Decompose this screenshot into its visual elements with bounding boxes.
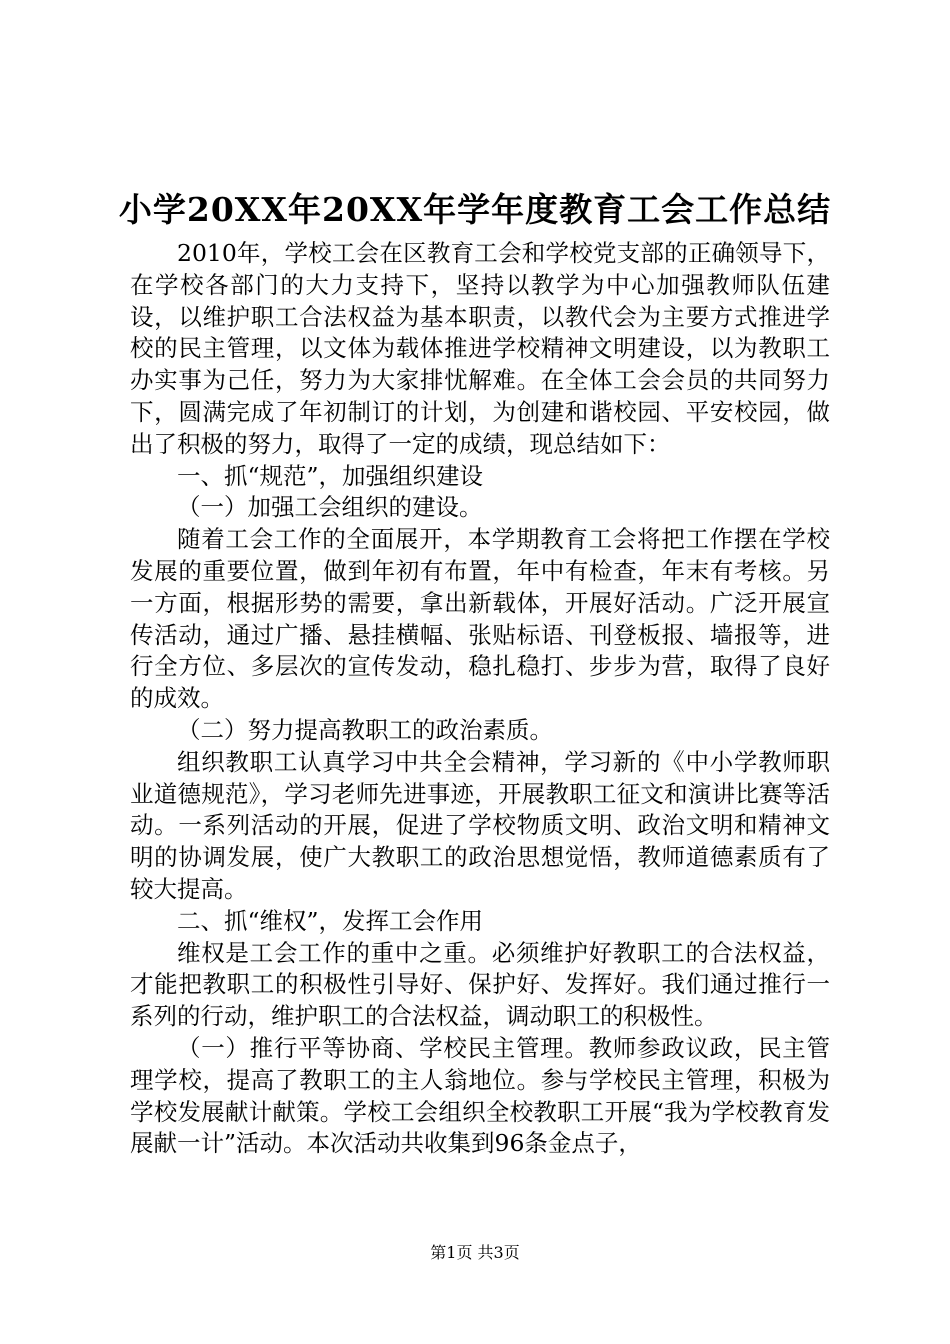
document-title: 小学20XX年20XX年学年度教育工会工作总结 bbox=[118, 190, 832, 229]
paragraph-intro: 2010年，学校工会在区教育工会和学校党支部的正确领导下，在学校各部门的大力支持下，坚持以教学为中心加强教师队伍建设，以维护职工合法权益为基本职责，以教代会为主要方式推进学校的民主管理，以文体为载体推进学校精神文明建设，以为教职工办实事为己任，努力为大家排忧解难。在全体工会会员的共同努力下，圆满完成了年初制订的计划，为创建和谐校园、平安校园，做出了积极的努力，取得了一定的成绩，现总结如下： bbox=[130, 239, 830, 458]
paragraph-1-2: 组织教职工认真学习中共全会精神，学习新的《中小学教师职业道德规范》，学习老师先进事迹，开展教职工征文和演讲比赛等活动。一系列活动的开展，促进了学校物质文明、政治文明和精神文明的协调发展，使广大教职工的政治思想觉悟，教师道德素质有了较大提高。 bbox=[130, 747, 830, 903]
paragraph-1-1: 随着工会工作的全面展开，本学期教育工会将把工作摆在学校发展的重要位置，做到年初有布置，年中有检查，年末有考核。另一方面，根据形势的需要，拿出新载体，开展好活动。广泛开展宣传活动，通过广播、悬挂横幅、张贴标语、刊登板报、墙报等，进行全方位、多层次的宣传发动，稳扎稳打、步步为营，取得了良好的成效。 bbox=[130, 525, 830, 713]
page-number-footer: 第1页 共3页 bbox=[430, 1243, 520, 1262]
subsection-heading-1-2: （二）努力提高教职工的政治素质。 bbox=[177, 715, 553, 744]
section-heading-2: 二、抓“维权”，发挥工会作用 bbox=[177, 906, 484, 935]
document-body bbox=[130, 238, 830, 1160]
paragraph-2: 维权是工会工作的重中之重。必须维护好教职工的合法权益，才能把教职工的积极性引导好、保护好、发挥好。我们通过推行一系列的行动，维护职工的合法权益，调动职工的积极性。 bbox=[130, 938, 830, 1031]
paragraph-2-1: （一）推行平等协商、学校民主管理。教师参政议政，民主管理学校，提高了教职工的主人翁地位。参与学校民主管理，积极为学校发展献计献策。学校工会组织全校教职工开展“我为学校教育发展献一计”活动。本次活动共收集到96条金点子， bbox=[130, 1033, 830, 1158]
subsection-heading-1-1: （一）加强工会组织的建设。 bbox=[177, 493, 483, 522]
section-heading-1: 一、抓“规范”，加强组织建设 bbox=[177, 461, 484, 490]
